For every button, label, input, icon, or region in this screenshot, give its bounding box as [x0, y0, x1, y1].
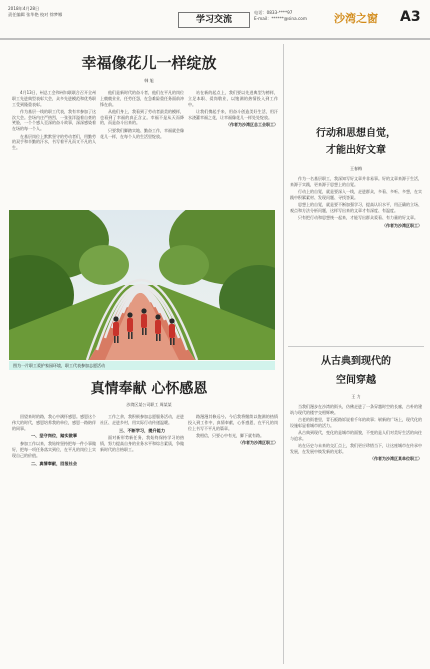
- subheading: 二、真情奉献，回报社会: [30, 460, 78, 466]
- page-number: A3: [400, 9, 421, 25]
- paragraph: 从他们身上，我看到了劳动者最美的模样，也看到了幸福的真正含义。幸福不是从天而降的，而是奋斗出来的。: [100, 108, 184, 126]
- paragraph: 站在历史与未来的交汇点上，我们更应珍惜当下，让这座城市在传承中发展，在发展中焕发新的光彩。: [290, 443, 422, 455]
- sidebar2-body: [290, 404, 422, 664]
- newspaper-header: [0, 0, 430, 40]
- paragraph: 回望来时的路，我心中满怀感恩。感恩这个伟大的时代，感恩培养我的单位，感恩一路陪伴的同事。: [12, 414, 96, 431]
- article1-title: 幸福像花儿一样绽放: [81, 54, 217, 72]
- article2-column-3: [188, 414, 278, 664]
- article2-column-2: [100, 414, 184, 664]
- sidebar1-body: [290, 176, 422, 342]
- paragraph: 只要我们脚踏实地、勤奋工作，幸福就会像花儿一样，在每个人的生活里绽放。: [100, 127, 184, 139]
- paragraph: 路漫漫其修远兮。今后我将继续以饱满的热情投入到工作中，真情奉献，心怀感恩，在平凡的岗位上书写不平凡的篇章。: [188, 414, 278, 431]
- article1-column-1: [12, 90, 96, 206]
- article1-column-2: [100, 90, 184, 206]
- paragraph: 参加工作以来，我始终坚持把每一件小事做好，把每一项任务落实到位，在平凡的岗位上实现自己的价值。: [12, 441, 96, 458]
- phone-number: 电话：0833-****97: [254, 10, 293, 15]
- article2-column-1: [12, 414, 96, 664]
- article1-column-3: [188, 90, 278, 206]
- column-divider: [283, 44, 284, 664]
- paragraph: 从古典到现代，变化的是城市的面貌，不变的是人们对美好生活的向往与追求。: [290, 430, 422, 441]
- editor-credits: 责任编辑 张华艳 校对 徐梦娜: [8, 12, 63, 17]
- article2-title: 真情奉献 心怀感恩: [90, 381, 208, 397]
- paragraph: 面对新形势新任务，我始终保持学习的热情，努力提高自身的业务水平和综合素质，争做新时代的合格职工。: [100, 435, 184, 452]
- paragraph: 作为基层一线的职工代表，我有幸参加了这次大会。会场内庄严热烈，一张张洋溢着自豪的笑脸，一个个感人至深的奋斗故事，深深感染着在场的每一个人。: [12, 108, 96, 132]
- paragraph: 我相信，只要心中有光，脚下就有路。: [196, 432, 264, 438]
- sidebar2-title-line2: 空间穿越: [336, 375, 376, 386]
- article2-author: 沙湾区某公司职工 周某某: [126, 402, 172, 407]
- paragraph: 工作之余，我积极参加志愿服务活动，走进社区、走进乡村，用实际行动传递温暖。: [100, 414, 184, 425]
- paragraph: 思想上的自觉，就是要不断加强学习，提高认识水平，用正确的立场、观点和方法分析问题，这样写出来的文章才有深度、有温度。: [290, 202, 422, 213]
- paragraph: 行动上的自觉，就是要深入一线，走进群众，多看、多听、多想，在实践中积累素材、发现问题、寻找答案。: [290, 189, 422, 200]
- paragraph: 只有把行动和思想统一起来，才能写出群众爱看、有力量的好文章。: [298, 215, 418, 221]
- paragraph: 4月13日，州总工会和州妇联联合召开全州职工先进典型表彰大会，众多先进模范和优秀职工受到隆重表彰。: [12, 90, 96, 107]
- paragraph: 作为一名基层职工，我深知写好文章并非易事。好的文章来源于生活，来源于实践，更来源于思想上的自觉。: [290, 176, 422, 187]
- email-address: E-mail：******@sina.com: [254, 16, 307, 21]
- section-divider: [288, 346, 424, 347]
- paragraph: 他们是新时代的奋斗者，他们在平凡的岗位上兢兢业业，任劳任怨，在急难险重任务面前冲锋在前。: [100, 90, 184, 107]
- author-note: （作者为沙湾区某单位职工）: [370, 456, 422, 462]
- author-note: （作者为沙湾区总工会职工）: [226, 121, 278, 127]
- article1-author: 韩 旭: [144, 78, 154, 83]
- paragraph: 让我们携起手来，用奋斗创造美好生活，用汗水浇灌幸福之花，让幸福像花儿一样处处绽放。: [188, 108, 278, 120]
- issue-date: 2018年4月28日: [8, 6, 40, 11]
- sidebar2-author: 王 力: [351, 394, 361, 399]
- park-photo-illustration: [9, 210, 275, 360]
- section-title: 学习交流: [178, 12, 250, 28]
- issue-meta: [8, 6, 62, 18]
- paragraph: 在基层岗位上默默坚守的劳动者们，用勤劳的双手和辛勤的汗水，书写着平凡而又不凡的人生。: [12, 133, 96, 151]
- subheading: 一、坚守岗位，踏实做事: [30, 433, 78, 439]
- author-note: （作者为沙湾区职工）: [382, 222, 422, 228]
- sidebar2-title-line1: 从古典到现代的: [321, 356, 391, 367]
- subheading: 三、不断学习，提升能力: [118, 427, 166, 433]
- paragraph: 古老的街巷里，青石板路诉说着千年的故事；崭新的广场上，现代化的设施彰显着城市的活力。: [290, 417, 422, 428]
- paragraph: 站在新的起点上，我们要以先进典型为榜样，立足本职、爱岗敬业，以饱满的热情投入到工作中。: [188, 90, 278, 107]
- contact-info: [254, 10, 307, 22]
- article-photo: [9, 210, 275, 360]
- photo-caption: 图为一片职工爱护家园环境，职工代表参加志愿活动: [9, 361, 275, 370]
- sidebar1-title-line2: 才能出好文章: [326, 145, 386, 156]
- newspaper-logo: 沙湾之窗: [334, 12, 378, 25]
- paragraph: 当我们漫步在沙湾的街头，仿佛走进了一条穿越时空的长廊，古朴的建筑与现代的楼宇交相辉映。: [290, 404, 422, 415]
- sidebar1-author: 王春梅: [350, 166, 362, 171]
- author-note: （作者为沙湾区职工）: [238, 440, 278, 446]
- sidebar1-title-line1: 行动和思想自觉，: [316, 128, 396, 139]
